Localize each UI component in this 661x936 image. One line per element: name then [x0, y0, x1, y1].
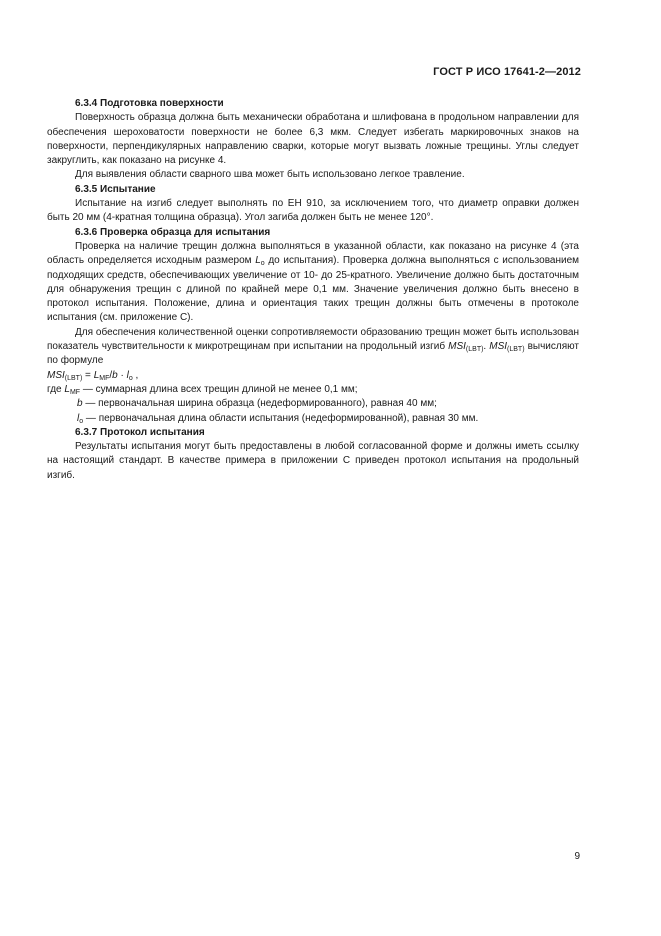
variable: L — [255, 255, 261, 267]
formula: $MSI_{(LBT)} = L_{MF}/b \cdot l_o$ , — [47, 369, 139, 382]
legend-item: b — первоначальная ширина образца (недеформированного), равная 40 мм; — [77, 398, 437, 410]
variable: MSI — [448, 341, 466, 353]
paragraph: Для выявления области сварного шва может быть использовано легкое травление. — [75, 169, 465, 181]
section-heading-6-3-6: 6.3.6 Проверка образца для испытания — [75, 226, 271, 238]
legend-item: $l_o$ — первоначальная длина области испытания (недеформированной), равная 30 мм. — [77, 412, 479, 425]
variable: MSI — [489, 341, 508, 353]
paragraph: Результаты испытания могут быть предоставлены в любой согласованной форме и должны иметь ссылку на настоящий стандарт. В качестве примера в приложении С приведен протокол испытания на продольный изгиб. — [47, 441, 579, 481]
section-heading-6-3-4: 6.3.4 Подготовка поверхности — [75, 98, 224, 109]
section-heading-6-3-5: 6.3.5 Испытание — [75, 183, 156, 195]
document-body — [47, 97, 579, 483]
paragraph: Поверхность образца должна быть механически обработана и шлифована в продольном направлении для обеспечения шероховатости поверхности не более 6,3 мкм. Следует избегать маркировочных знаков на поверхности, перпендикулярных направлению сварки, которые могут вызвать ложные трещины. Углы следует закруглить, как показано на рисунке 4. — [47, 112, 579, 167]
section-heading-6-3-7: 6.3.7 Протокол испытания — [75, 426, 205, 438]
paragraph: Испытание на изгиб следует выполнять по ЕН 910, за исключением того, что диаметр оправки должен быть 20 мм (4-кратная толщина образца). Угол загиба должен быть не менее 120°. — [47, 198, 579, 224]
document-header: ГОСТ Р ИСО 17641-2—2012 — [433, 66, 581, 78]
legend-item: где $L_{MF}$ — суммарная длина всех трещин длиной не менее 0,1 мм; — [47, 383, 358, 396]
page-number: 9 — [574, 851, 580, 862]
formula-legend — [47, 383, 579, 426]
paragraph: Для обеспечения количественной оценки сопротивляемости образованию трещин может быть использован показатель чувствительности к микротрещинам при испытании на продольный изгиб $MSI_{(LBT)}$. $MSI_{(LBT)}$ вычисляют по формуле — [47, 326, 579, 367]
paragraph: Проверка на наличие трещин должна выполняться в указанной области, как показано на рисунке 4 (эта область определяется исходным размером $L_o$ до испытания). Проверка должна выполняться с использованием подходящих средств, обеспечивающих увеличение от 10- до 25-кратного. Увеличение должно быть достаточным для обнаружения трещин с длиной по крайней мере 0,1 мм. Значение увеличения должно быть внесено в протокол испытания. Положение, длина и ориентация таких трещин должны быть отмечены в протоколе испытания (см. приложение С). — [47, 240, 579, 324]
